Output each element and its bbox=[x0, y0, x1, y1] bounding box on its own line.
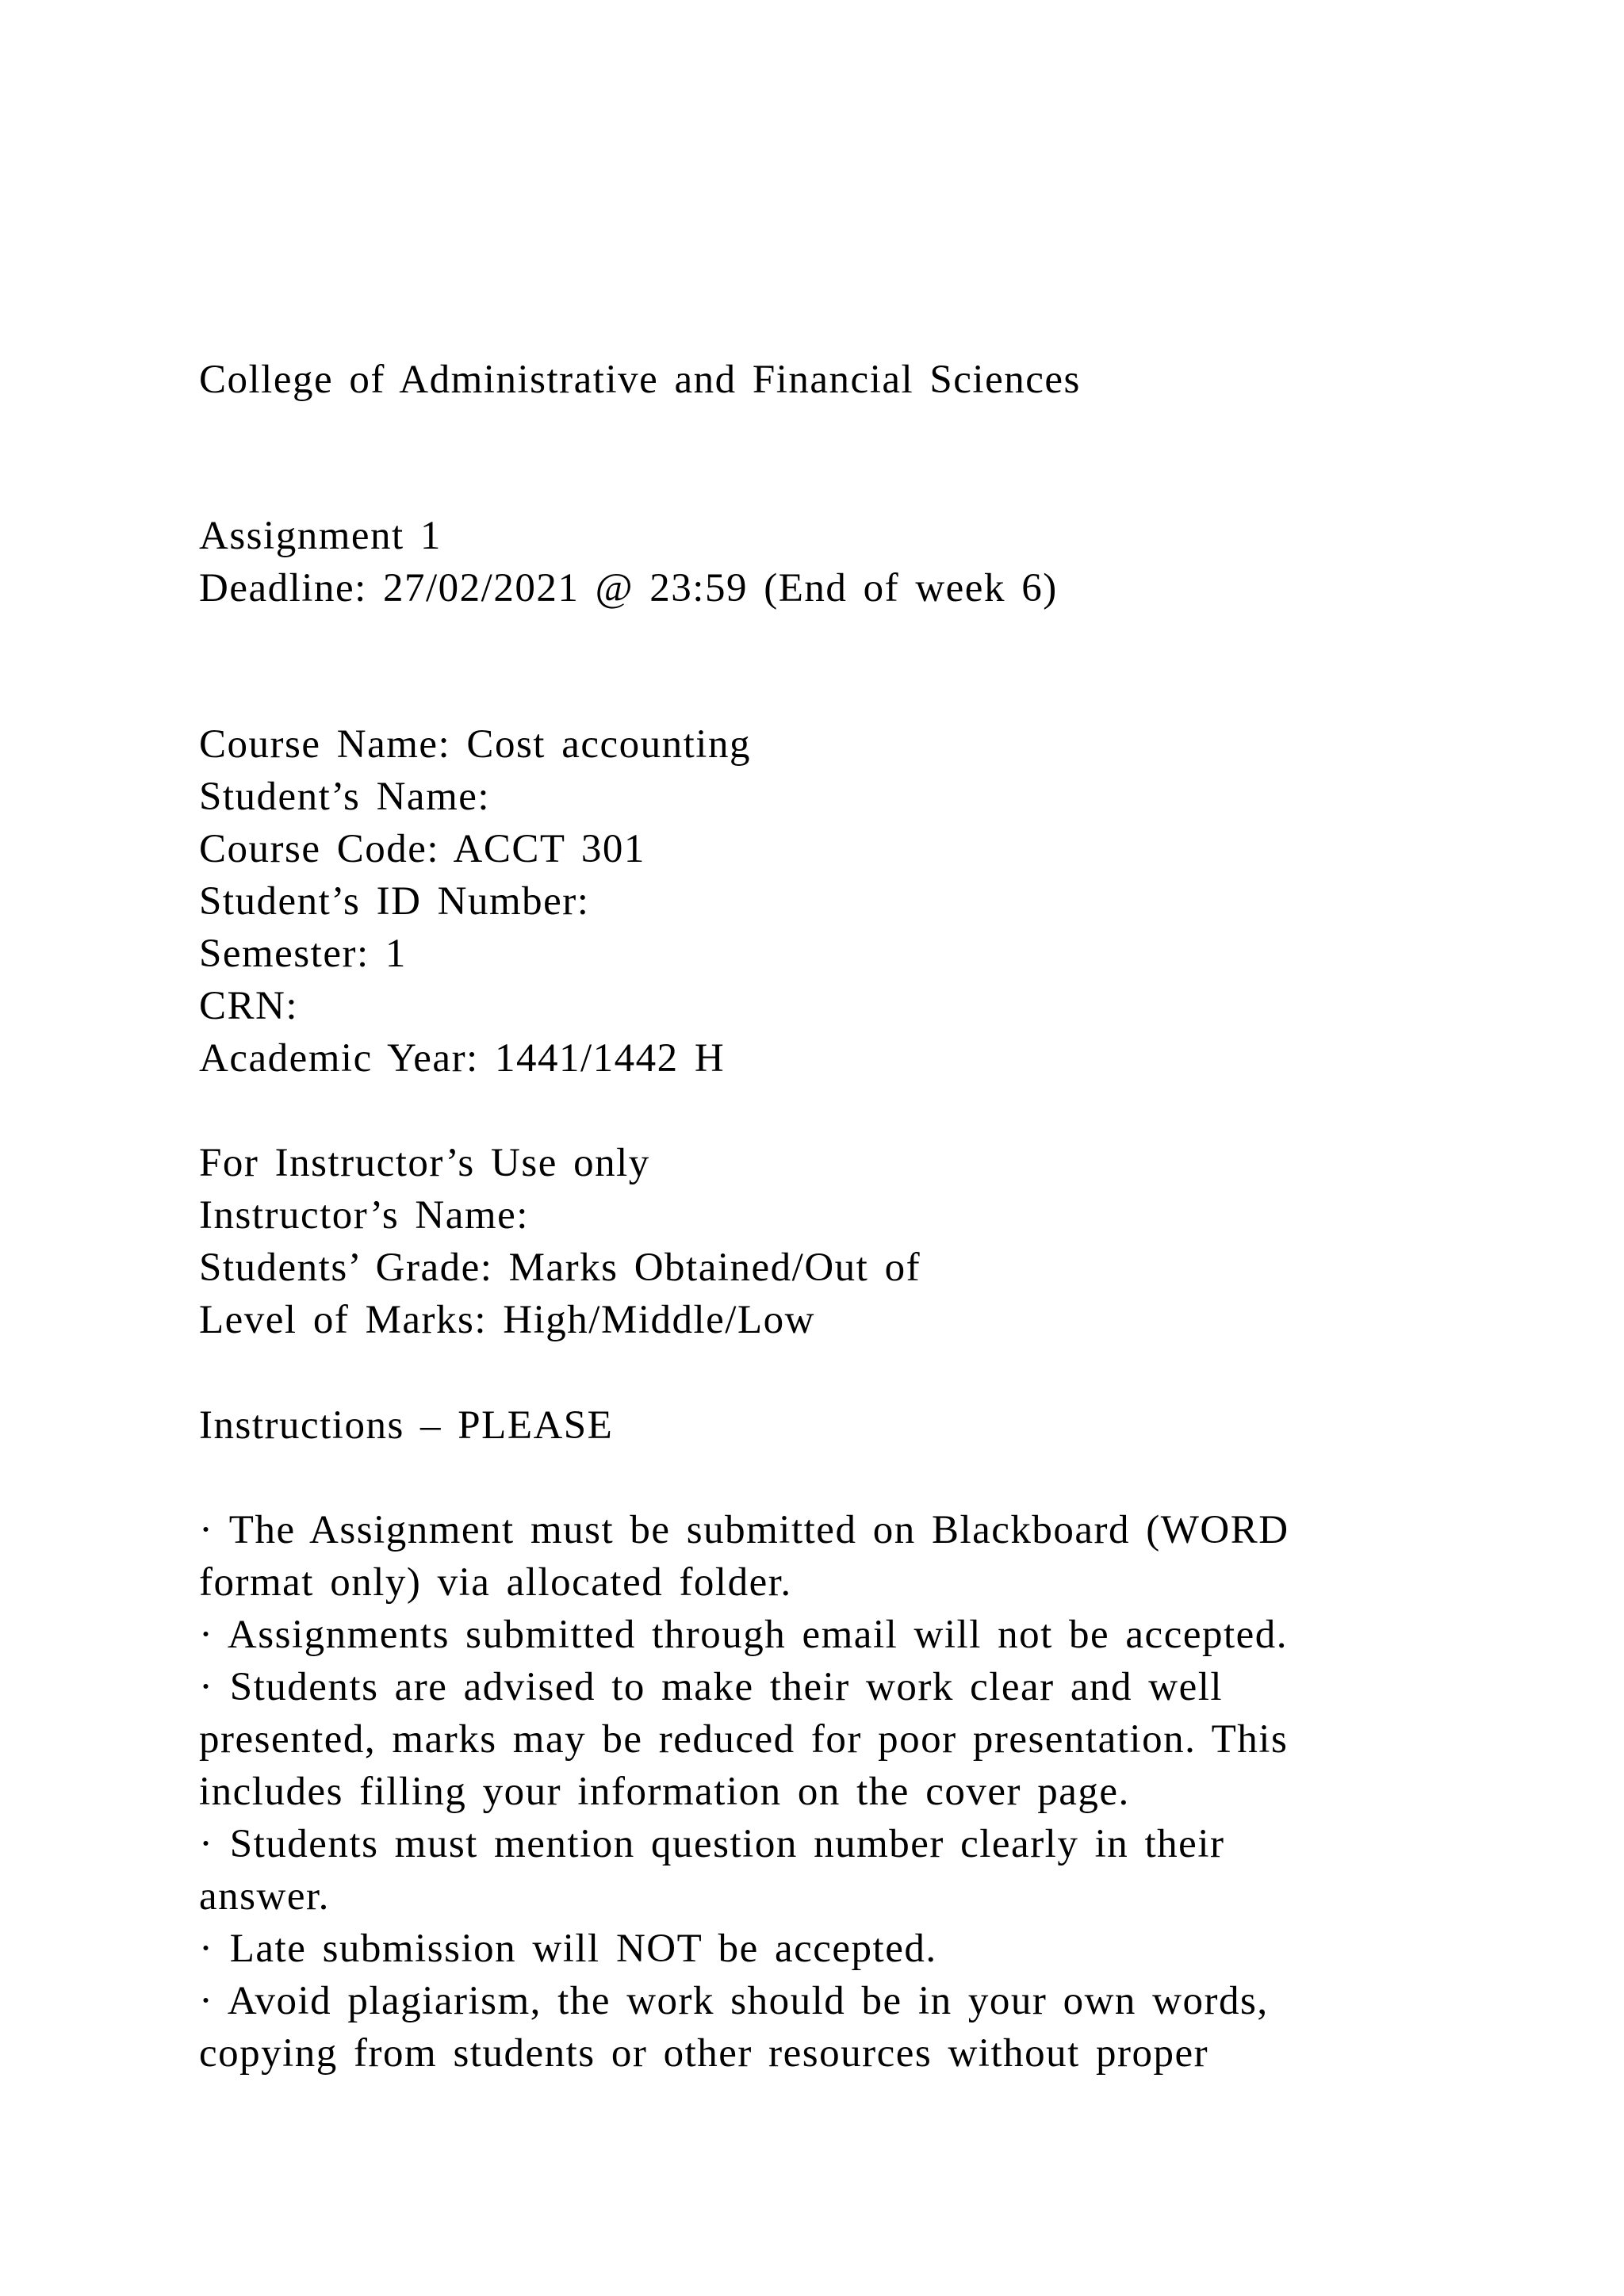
instruction-line: · Avoid plagiarism, the work should be in your own words, bbox=[199, 1979, 1269, 2023]
deadline: Deadline: 27/02/2021 @ 23:59 (End of week 6) bbox=[199, 566, 1058, 610]
level-of-marks: Level of Marks: High/Middle/Low bbox=[199, 1298, 815, 1342]
instruction-line: presented, marks may be reduced for poor presentation. This bbox=[199, 1717, 1289, 1762]
instructor-name: Instructor’s Name: bbox=[199, 1193, 529, 1238]
instruction-line: includes filling your information on the cover page. bbox=[199, 1770, 1130, 1814]
instruction-line: copying from students or other resources without proper bbox=[199, 2031, 1209, 2076]
instruction-line: format only) via allocated folder. bbox=[199, 1560, 792, 1605]
student-name: Student’s Name: bbox=[199, 775, 491, 819]
crn: CRN: bbox=[199, 984, 299, 1028]
instructor-use-heading: For Instructor’s Use only bbox=[199, 1141, 650, 1185]
instruction-line: · The Assignment must be submitted on Blackboard (WORD bbox=[199, 1508, 1289, 1552]
instruction-line: · Students are advised to make their work clear and well bbox=[199, 1665, 1224, 1709]
instruction-line: · Late submission will NOT be accepted. bbox=[199, 1927, 937, 1971]
course-name: Course Name: Cost accounting bbox=[199, 722, 751, 767]
instruction-line: answer. bbox=[199, 1874, 330, 1919]
assignment-title: Assignment 1 bbox=[199, 514, 442, 558]
student-id: Student’s ID Number: bbox=[199, 879, 590, 924]
academic-year: Academic Year: 1441/1442 H bbox=[199, 1036, 726, 1081]
instruction-line: · Assignments submitted through email will not be accepted. bbox=[199, 1613, 1289, 1657]
instructions-heading: Instructions – PLEASE bbox=[199, 1403, 614, 1448]
course-code: Course Code: ACCT 301 bbox=[199, 827, 645, 871]
college-name: College of Administrative and Financial Sciences bbox=[199, 358, 1081, 402]
semester: Semester: 1 bbox=[199, 932, 407, 976]
students-grade: Students’ Grade: Marks Obtained/Out of bbox=[199, 1246, 921, 1290]
instruction-line: · Students must mention question number clearly in their bbox=[199, 1822, 1225, 1866]
